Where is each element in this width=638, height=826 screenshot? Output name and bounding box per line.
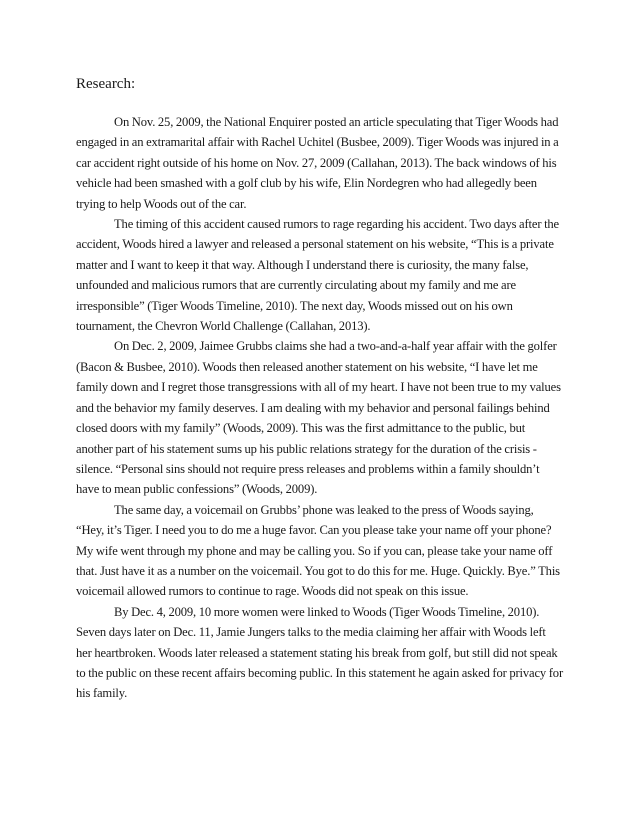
paragraph-1: On Nov. 25, 2009, the National Enquirer posted an article speculating that Tiger Woods had engaged in an extramarital affair with Rachel Uchitel (Busbee, 2009). Tiger Woods was injured in a car accident right outside of his home on Nov. 27, 2009 (Callahan, 2013). The back windows of his vehicle had been smashed with a golf club by his wife, Elin Nordegren who had allegedly been trying to help Woods out of the car. — [76, 115, 559, 211]
paragraph-2: The timing of this accident caused rumors to rage regarding his accident. Two days after the accident, Woods hired a lawyer and released a personal statement on his website, “This is a private matter and I want to keep it that way. Although I understand there is curiosity, the many false, unfounded and malicious rumors that are currently circulating about my family and me are irresponsible” (Tiger Woods Timeline, 2010). The next day, Woods missed out on his own tournament, the Chevron World Challenge (Callahan, 2013). — [76, 217, 560, 334]
paragraph-4: The same day, a voicemail on Grubbs’ phone was leaked to the press of Woods saying, “Hey, it’s Tiger. I need you to do me a huge favor. Can you please take your name off your phone? My wife went through my phone and may be calling you. So if you can, please take your name off that. Just have it as a number on the voicemail. You got to do this for me. Huge. Quickly. Bye.” This voicemail allowed rumors to continue to rage. Woods did not speak on this issue. — [76, 502, 560, 599]
paragraph-3: On Dec. 2, 2009, Jaimee Grubbs claims she had a two-and-a-half year affair with the golfer (Bacon & Busbee, 2010). Woods then released another statement on his website, “I have let me family down and I regret those transgressions with all of my heart. I have not been true to my values and the behavior my family deserves. I am dealing with my behavior and personal failings behind closed doors with my family” (Woods, 2009). This was the first admittance to the public, but another part of his statement sums up his public relations strategy for the duration of the crisis - silence. “Personal sins should not require press releases and problems within a family shouldn’t have to mean public confessions” (Woods, 2009). — [76, 339, 561, 497]
document-page — [76, 74, 564, 704]
section-heading: Research: — [76, 76, 136, 92]
paragraph-5: By Dec. 4, 2009, 10 more women were linked to Woods (Tiger Woods Timeline, 2010). Seven days later on Dec. 11, Jamie Jungers talks to the media claiming her affair with Woods left her heartbroken. Woods later released a statement stating his break from golf, but still did not speak to the public on these recent affairs becoming public. In this statement he again asked for privacy for his family. — [76, 604, 563, 701]
